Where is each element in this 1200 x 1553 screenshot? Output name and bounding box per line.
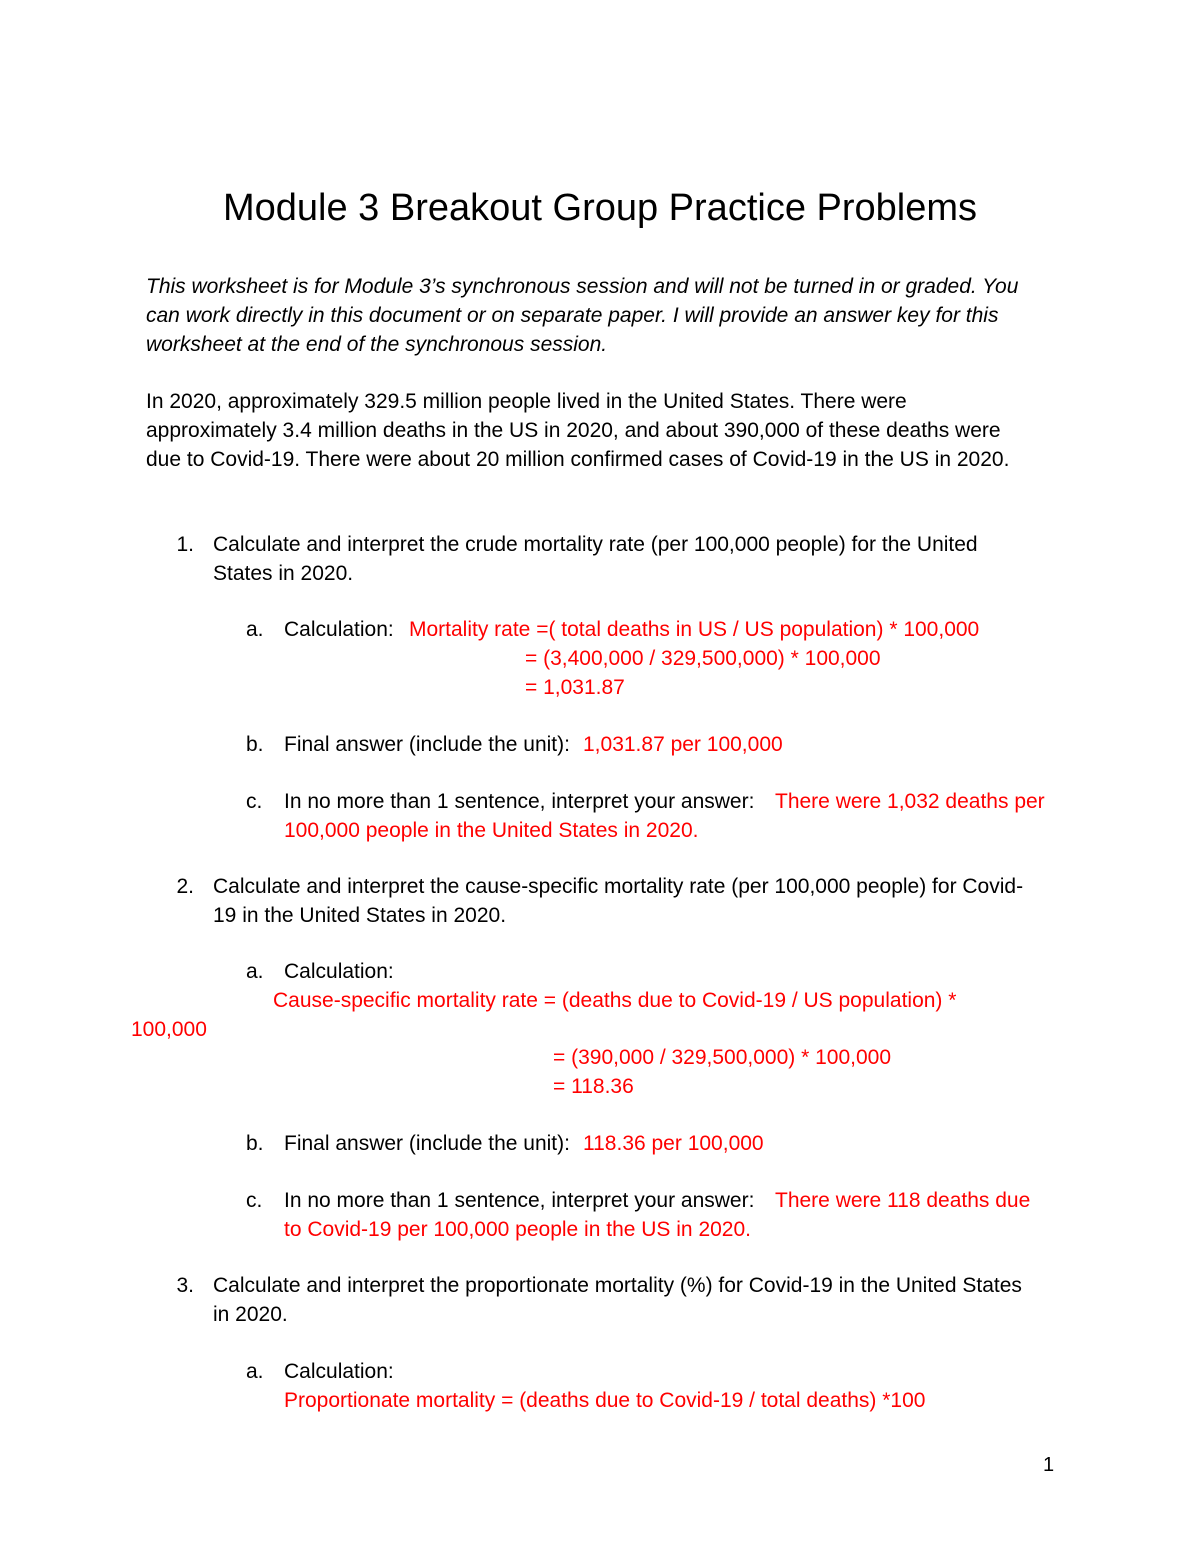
q1-c-answer-line-1: There were 1,032 deaths per — [775, 790, 1045, 813]
q1-a-answer-line-2: = (3,400,000 / 329,500,000) * 100,000 — [525, 647, 881, 670]
q1-number: 1. — [176, 533, 194, 556]
q3-a-letter: a. — [246, 1360, 264, 1383]
q2-prompt-line-1: Calculate and interpret the cause-specific mortality rate (per 100,000 people) for Covid- — [213, 875, 1024, 898]
q2-a-answer-line-2: = (390,000 / 329,500,000) * 100,000 — [553, 1046, 892, 1069]
q2-b-letter: b. — [246, 1132, 264, 1155]
q1-a-answer-line-3: = 1,031.87 — [525, 676, 625, 699]
q2-a-answer-line-3: = 118.36 — [553, 1075, 634, 1098]
intro-line-2: can work directly in this document or on separate paper. I will provide an answer key for this — [146, 304, 999, 327]
q3-prompt-line-2: in 2020. — [213, 1303, 288, 1326]
q2-a-label: Calculation: — [284, 960, 394, 983]
page-number: 1 — [1043, 1454, 1055, 1476]
q2-a-letter: a. — [246, 960, 264, 983]
q1-b-label: Final answer (include the unit): — [284, 733, 570, 756]
q2-a-answer-line-1b: 100,000 — [131, 1018, 207, 1041]
q3-prompt-line-1: Calculate and interpret the proportionate mortality (%) for Covid-19 in the United States — [213, 1274, 1022, 1297]
q1-c-label: In no more than 1 sentence, interpret your answer: — [284, 790, 755, 813]
q1-c-answer-line-2: 100,000 people in the United States in 2020. — [284, 819, 699, 842]
q2-number: 2. — [176, 875, 194, 898]
context-line-2: approximately 3.4 million deaths in the US in 2020, and about 390,000 of these deaths were — [146, 419, 1001, 442]
q3-number: 3. — [176, 1274, 194, 1297]
q1-prompt-line-1: Calculate and interpret the crude mortality rate (per 100,000 people) for the United — [213, 533, 978, 556]
q2-a-answer-line-1: Cause-specific mortality rate = (deaths due to Covid-19 / US population) * — [273, 989, 957, 1012]
q2-c-answer-line-2: to Covid-19 per 100,000 people in the US in 2020. — [284, 1218, 751, 1241]
q1-b-answer: 1,031.87 per 100,000 — [583, 733, 783, 756]
q2-c-answer-line-1: There were 118 deaths due — [775, 1189, 1031, 1212]
q1-b-letter: b. — [246, 733, 264, 756]
q2-b-answer: 118.36 per 100,000 — [583, 1132, 764, 1155]
q1-a-letter: a. — [246, 618, 264, 641]
q2-c-label: In no more than 1 sentence, interpret your answer: — [284, 1189, 755, 1212]
intro-line-1: This worksheet is for Module 3’s synchronous session and will not be turned in or graded. You — [146, 275, 1019, 298]
q2-b-label: Final answer (include the unit): — [284, 1132, 570, 1155]
context-line-1: In 2020, approximately 329.5 million people lived in the United States. There were — [146, 390, 907, 413]
q1-c-letter: c. — [246, 790, 263, 813]
q3-a-answer-line-1: Proportionate mortality = (deaths due to Covid-19 / total deaths) *100 — [284, 1389, 926, 1412]
q1-a-answer-line-1: Mortality rate =( total deaths in US / US population) * 100,000 — [409, 618, 980, 641]
q1-a-label: Calculation: — [284, 618, 394, 641]
context-line-3: due to Covid-19. There were about 20 million confirmed cases of Covid-19 in the US in 2020. — [146, 448, 1010, 471]
q1-prompt-line-2: States in 2020. — [213, 562, 354, 585]
page-title: Module 3 Breakout Group Practice Problems — [222, 187, 978, 229]
intro-line-3: worksheet at the end of the synchronous session. — [146, 333, 608, 356]
q2-prompt-line-2: 19 in the United States in 2020. — [213, 904, 507, 927]
q3-a-label: Calculation: — [284, 1360, 394, 1383]
q2-c-letter: c. — [246, 1189, 263, 1212]
